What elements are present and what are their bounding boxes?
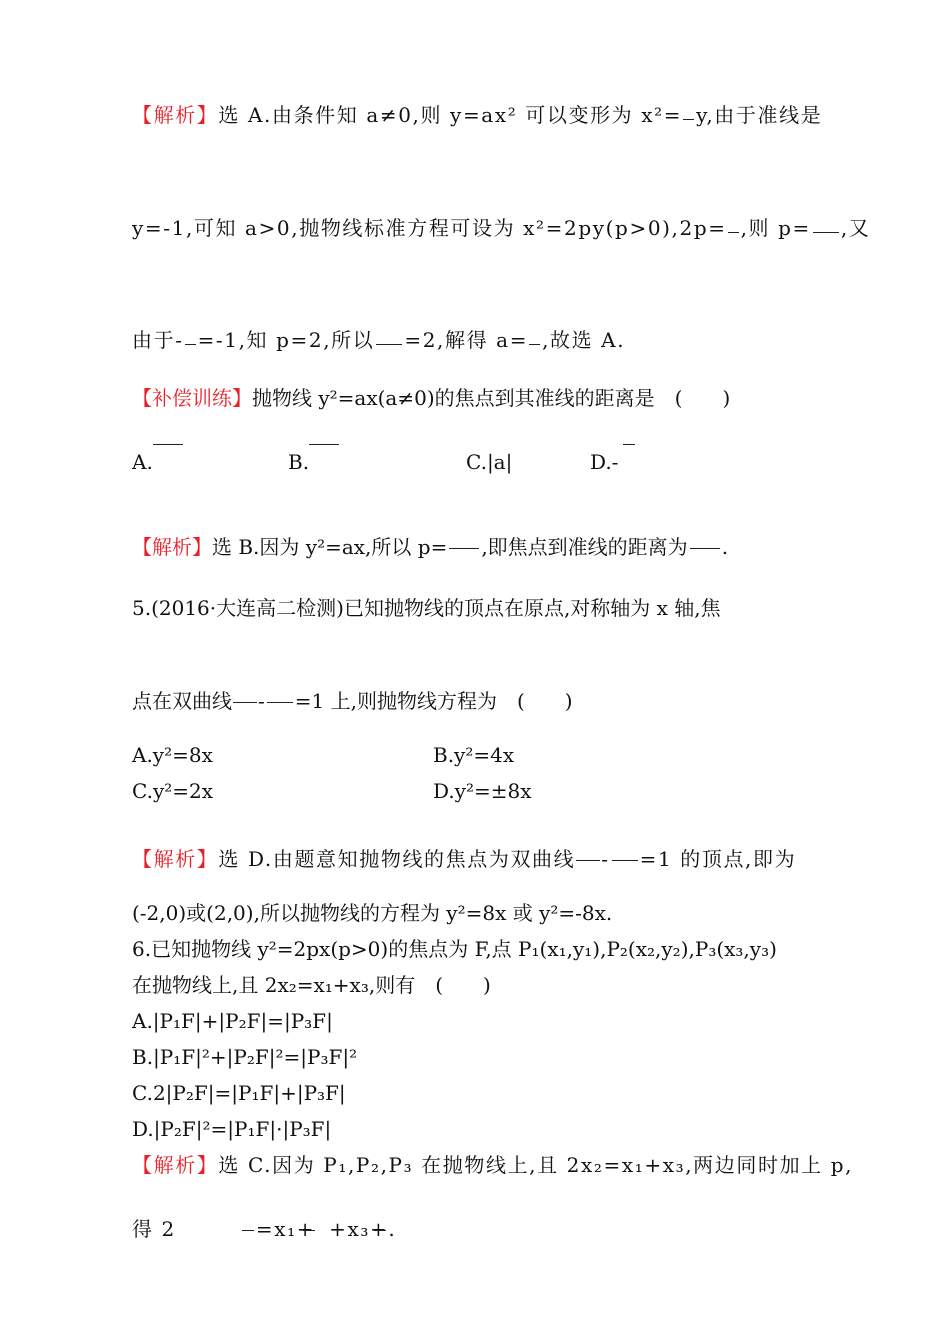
q5-option-b: B.y²=4x (433, 743, 515, 767)
option-b-fraction-bar (309, 444, 339, 445)
supplement-question (132, 386, 730, 410)
option-a-fraction-bar (153, 444, 183, 445)
q5-text-b: - (258, 689, 265, 713)
q6-analysis-line-2 (132, 1217, 396, 1241)
analysis-1-text-h: =2,解得 a= (404, 328, 529, 352)
q6-option-b: B.|P₁F|²+|P₂F|²=|P₃F|² (132, 1045, 358, 1069)
fraction-bar (728, 232, 739, 233)
q5-text-a: 点在双曲线 (132, 689, 232, 713)
q5-line-1: 5.(2016·大连高二检测)已知抛物线的顶点在原点,对称轴为 x 轴,焦 (132, 596, 721, 620)
analysis-2-text-a: 选 B.因为 y²=ax,所以 p= (212, 535, 448, 559)
supplement-options (0, 450, 950, 474)
q5-analysis-line-2: (-2,0)或(2,0),所以抛物线的方程为 y²=8x 或 y²=-8x. (132, 901, 613, 925)
fraction-bar (690, 548, 720, 549)
q6-analysis-line-1 (132, 1153, 853, 1177)
analysis-tag: 【解析】 (132, 1153, 219, 1177)
analysis-1-text-g: =-1,知 p=2,所以 (197, 328, 375, 352)
fraction-bar (529, 344, 540, 345)
analysis-1-text-f: 由于- (132, 328, 184, 352)
analysis-1-text-i: ,故选 A. (542, 328, 626, 352)
q5-analysis-text-b: - (601, 847, 610, 871)
q6-analysis-text: 选 C.因为 P₁,P₂,P₃ 在抛物线上,且 2x₂=x₁+x₃,两边同时加上 p, (218, 1153, 854, 1177)
analysis-1-text-e: ,又 (840, 216, 871, 240)
q5-option-a: A.y²=8x (132, 743, 213, 767)
q5-analysis-text-c: =1 的顶点,即为 (639, 847, 797, 871)
analysis-1-text-a: 选 A.由条件知 a≠0,则 y=ax² 可以变形为 x²= (218, 103, 683, 127)
q5-analysis-line-1 (132, 847, 796, 871)
analysis-2 (132, 535, 728, 559)
q6-option-d: D.|P₂F|²=|P₁F|·|P₃F| (132, 1117, 332, 1141)
q5-options-row-2 (0, 779, 950, 803)
fraction-bar (242, 1230, 254, 1231)
fraction-bar (303, 1230, 315, 1231)
q5-text-c: =1 上,则抛物线方程为 ( ) (294, 689, 573, 713)
fraction-bar (267, 702, 293, 703)
q6-option-c: C.2|P₂F|=|P₁F|+|P₃F| (132, 1081, 346, 1105)
analysis-1-text-b: y,由于准线是 (696, 103, 823, 127)
supplement-option-d: D.- (590, 450, 619, 474)
q5-option-c: C.y²=2x (132, 779, 214, 803)
analysis-2-text-c: . (721, 535, 729, 559)
analysis-1-line-1 (132, 103, 822, 127)
supplement-question-text: 抛物线 y²=ax(a≠0)的焦点到其准线的距离是 ( ) (252, 386, 731, 410)
analysis-1-text-d: ,则 p= (740, 216, 811, 240)
supplement-option-c: C.|a| (466, 450, 513, 474)
analysis-1-line-2 (132, 216, 870, 240)
supplement-option-b: B. (288, 450, 310, 474)
supplement-tag: 【补偿训练】 (132, 386, 252, 410)
fraction-bar (813, 232, 839, 233)
analysis-1-line-3 (132, 328, 625, 352)
fraction-bar (376, 344, 402, 345)
analysis-1-text-c: y=-1,可知 a>0,抛物线标准方程可设为 x²=2py(p>0),2p= (132, 216, 727, 240)
fraction-bar (185, 344, 196, 345)
q6-final-text-a: 得 2 (132, 1217, 176, 1241)
q6-final-text-d: . (388, 1217, 397, 1241)
q6-final-text-c: +x₃+ (329, 1217, 389, 1241)
q5-options-row-1 (0, 743, 950, 767)
fraction-bar (612, 860, 638, 861)
analysis-tag: 【解析】 (132, 535, 212, 559)
supplement-option-a: A. (132, 450, 153, 474)
fraction-bar (233, 702, 257, 703)
analysis-2-text-b: ,即焦点到准线的距离为 (481, 535, 688, 559)
q5-line-2 (132, 689, 573, 713)
analysis-tag: 【解析】 (132, 847, 219, 871)
analysis-tag: 【解析】 (132, 103, 219, 127)
fraction-bar (576, 860, 600, 861)
q6-line-2: 在抛物线上,且 2x₂=x₁+x₃,则有 ( ) (132, 973, 491, 997)
option-d-fraction-bar (623, 444, 635, 445)
q5-analysis-text-a: 选 D.由题意知抛物线的焦点为双曲线 (218, 847, 576, 871)
fraction-bar (683, 119, 694, 120)
q6-final-text-b: =x₁+ (255, 1217, 316, 1241)
q6-option-a: A.|P₁F|+|P₂F|=|P₃F| (132, 1009, 333, 1033)
fraction-bar (374, 1230, 386, 1231)
q6-line-1: 6.已知抛物线 y²=2px(p>0)的焦点为 F,点 P₁(x₁,y₁),P₂(x₂,y₂),P₃(x₃,y₃) (132, 937, 777, 961)
q5-option-d: D.y²=±8x (433, 779, 532, 803)
fraction-bar (449, 548, 479, 549)
